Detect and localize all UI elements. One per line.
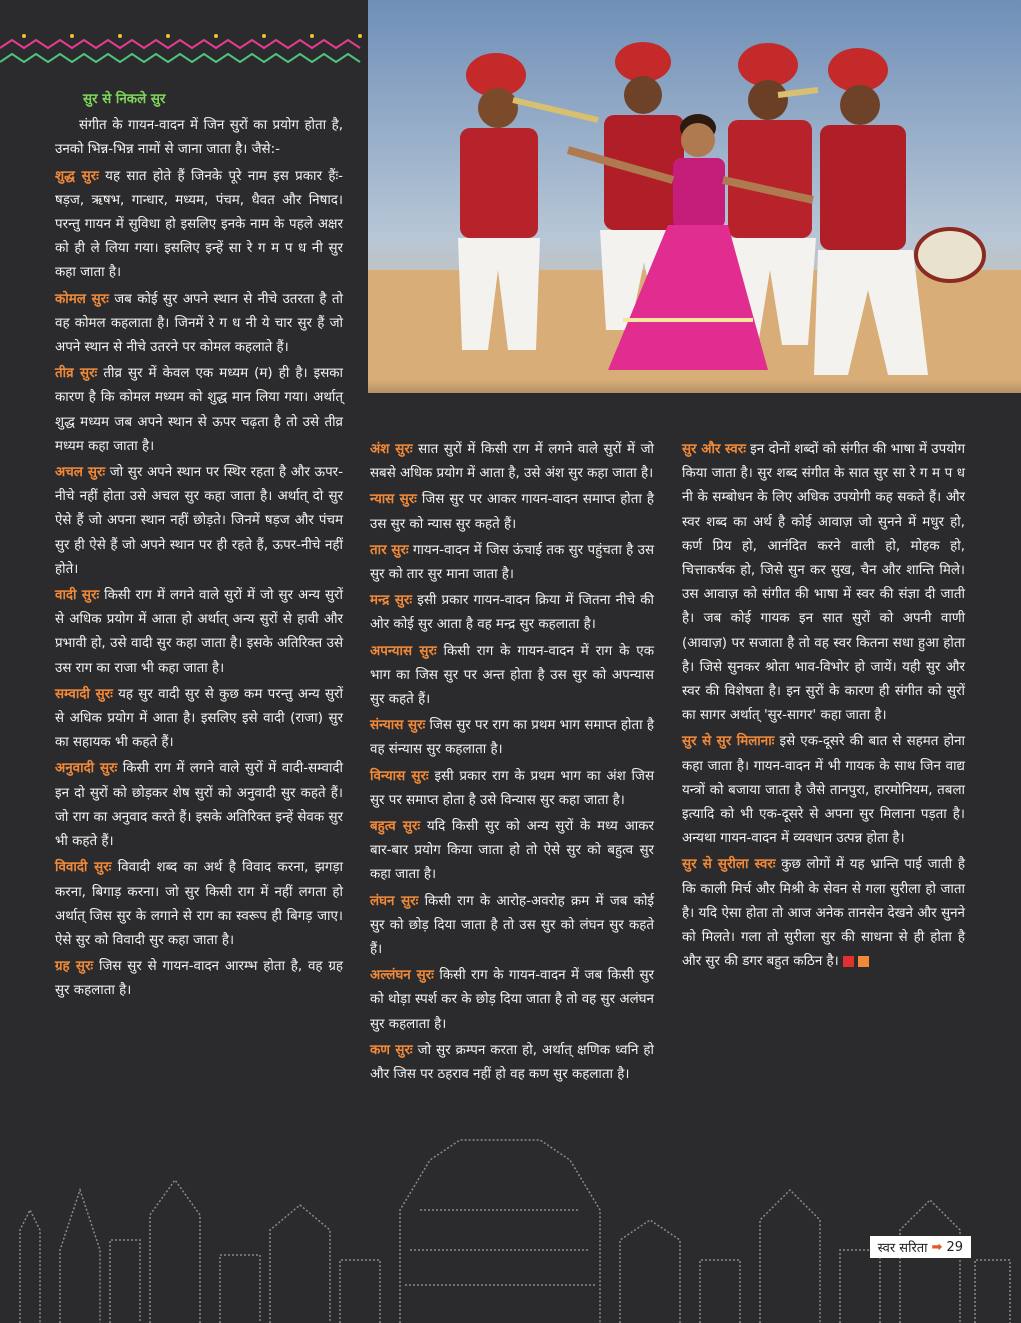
decorative-border bbox=[0, 0, 368, 80]
section-surila-swar bbox=[682, 853, 965, 974]
end-mark-icon bbox=[843, 956, 854, 967]
section-grah bbox=[55, 955, 343, 1003]
section-term: कोमल सुरः bbox=[55, 291, 109, 307]
page-number: 29 bbox=[946, 1239, 963, 1255]
section-text: किसी राग के आरोह-अवरोह क्रम में जब कोई सुर को छोड़ दिया जाता है तो उस सुर को लंघन सुर कहते हैं। bbox=[370, 893, 654, 958]
section-text: जब कोई सुर अपने स्थान से नीचे उतरता है तो वह कोमल कहलाता है। जिनमें रे ग ध नी ये चार सुर हैं जो अपने स्थान से नीचे उतरने पर कोमल कहलाते हैं। bbox=[55, 291, 343, 356]
section-term: वादी सुरः bbox=[55, 588, 100, 604]
section-term: न्यास सुरः bbox=[370, 492, 417, 508]
section-term: ग्रह सुरः bbox=[55, 959, 94, 975]
arrow-right-icon: ➡ bbox=[931, 1239, 943, 1255]
section-taar bbox=[370, 539, 654, 587]
section-komal bbox=[55, 288, 343, 361]
section-term: विन्यास सुरः bbox=[370, 768, 429, 784]
section-text: जिस सुर पर राग का प्रथम भाग समाप्त होता है वह संन्यास सुर कहलाता है। bbox=[370, 718, 655, 758]
article-title: सुर से निकले सुर bbox=[83, 92, 166, 107]
section-nyas bbox=[370, 488, 654, 536]
section-text: इसी प्रकार राग के प्रथम भाग का अंश जिस सुर पर समाप्त होता है उसे विन्यास सुर कहा जाता है। bbox=[370, 768, 654, 808]
section-text: जिस सुर से गायन-वादन आरम्भ होता है, वह ग्रह सुर कहलाता है। bbox=[55, 959, 343, 999]
text-column-2 bbox=[370, 438, 654, 1089]
section-text: यह सुर वादी सुर से कुछ कम परन्तु अन्य सुरों से अधिक प्रयोग में आता है। इसलिए इसे वादी (राजा) सुर का सहायक भी कहते हैं। bbox=[55, 686, 343, 751]
section-vadi bbox=[55, 584, 343, 681]
section-term: अनुवादी सुरः bbox=[55, 761, 118, 777]
section-text: इन दोनों शब्दों को संगीत की भाषा में उपयोग किया जाता है। सुर शब्द संगीत के सात सुर सा रे ग म प ध नी के सम्बोधन के लिए अधिक उपयोगी कह सकते हैं। और स्वर शब्द का अर्थ है कोई आवाज़ जो सुनने में मधुर हो, कर्ण प्रिय हो, आनंदित करने वाली हो, मोहक हो, चित्ताकर्षक हो, जिसे सुन कर सुख, चैन और शान्ति मिले। उस आवाज़ को संगीत की भाषा में स्वर की संज्ञा दी जाती है। जब कोई गायक इन सात सुरों को अपनी वाणी (आवाज़) पर सजाता है तो वह स्वर कितना सधा हुआ होता है। जिसे सुनकर श्रोता भाव-विभोर हो जायें। यही सुर और स्वर की विशेषता है। इन सुरों के कारण ही संगीत को सुरों का सागर अर्थात् 'सुर-सागर' कहा जाता है। bbox=[682, 442, 965, 724]
text-column-1 bbox=[55, 88, 343, 1006]
section-term: अपन्यास सुरः bbox=[370, 643, 437, 659]
section-achal bbox=[55, 461, 343, 582]
section-text: किसी राग में लगने वाले सुरों में वादी-सम्वादी इन दो सुरों को छोड़कर शेष सुरों को अनुवादी सुर कहते हैं। जो राग का अनुवाद करते हैं। इसके अतिरिक्त इन्हें सेवक सुर भी कहते हैं। bbox=[55, 761, 343, 850]
section-text: जिस सुर पर आकर गायन-वादन समाप्त होता है उस सुर को न्यास सुर कहते हैं। bbox=[370, 492, 654, 532]
section-vinyas bbox=[370, 765, 654, 813]
section-anuvadi bbox=[55, 757, 343, 854]
section-term: सुर और स्वरः bbox=[682, 442, 746, 457]
section-vivadi bbox=[55, 856, 343, 953]
section-text: जो सुर क्रम्पन करता हो, अर्थात् क्षणिक ध्वनि हो और जिस पर ठहराव नहीं हो वह कण सुर कहलाता है। bbox=[370, 1042, 654, 1083]
photo-fade bbox=[368, 380, 1021, 440]
section-text: किसी राग के गायन-वादन में राग के एक भाग का जिस सुर पर अन्त होता है उस सुर को अपन्यास सुर कहते हैं। bbox=[370, 643, 654, 708]
section-term: अंश सुरः bbox=[370, 442, 413, 457]
section-text: विवादी शब्द का अर्थ है विवाद करना, झगड़ा करना, बिगाड़ करना। जो सुर किसी राग में नहीं लगता हो अर्थात् जिस सुर के लगाने से राग का स्वरूप ही बिगड़ जाए। ऐसे सुर को विवादी सुर कहा जाता है। bbox=[55, 860, 343, 948]
section-text: किसी राग के गायन-वादन में जब किसी सुर को थोड़ा स्पर्श कर के छोड़ दिया जाता है तो वह सुर अलंघन सुर कहलाता है। bbox=[370, 968, 654, 1032]
section-text: सात सुरों में किसी राग में लगने वाले सुरों में जो सबसे अधिक प्रयोग में आता है, उसे अंश सुर कहा जाता है। bbox=[370, 442, 654, 482]
section-term: अल्लंघन सुरः bbox=[370, 968, 434, 984]
section-langhan bbox=[370, 890, 654, 963]
section-ansh bbox=[370, 438, 654, 486]
section-text: किसी राग में लगने वाले सुरों में जो सुर अन्य सुरों से अधिक प्रयोग में आता हो अर्थात् अन्य सुरों से हावी और प्रभावी हो, उसे वादी सुर कहा जाता है। इसके अतिरिक्त उसे उस राग का राजा भी कहा जाता है। bbox=[55, 588, 343, 676]
section-text: कुछ लोगों में यह भ्रान्ति पाई जाती है कि काली मिर्च और मिश्री के सेवन से गला सुरीला हो जाता है। यदि ऐसा होता तो आज अनेक तानसेन देखने और सुनने को मिलते। गला तो सुरीला सुर की साधना से ही होता है और सुर की डगर बहुत कठिन है। bbox=[682, 857, 965, 970]
section-text: यदि किसी सुर को अन्य सुरों के मध्य आकर बार-बार प्रयोग किया जाता हो तो ऐसे सुर को बहुत्व सुर कहा जाता है। bbox=[370, 819, 654, 883]
section-kan bbox=[370, 1039, 654, 1087]
section-text: इसी प्रकार गायन-वादन क्रिया में जितना नीचे की ओर कोई सुर आता है वह मन्द्र सुर कहलाता है। bbox=[370, 593, 654, 633]
section-term: संन्यास सुरः bbox=[370, 718, 426, 734]
page-footer bbox=[870, 1236, 971, 1258]
section-sur-aur-swar bbox=[682, 438, 965, 728]
section-sur-milana bbox=[682, 730, 965, 851]
section-term: तीव्र सुरः bbox=[55, 366, 98, 382]
intro-paragraph: संगीत के गायन-वादन में जिन सुरों का प्रयोग होता है, उनको भिन्न-भिन्न नामों से जाना जाता है। जैसे:- bbox=[55, 118, 343, 158]
section-term: लंघन सुरः bbox=[370, 893, 419, 909]
section-term: सुर से सुरीला स्वरः bbox=[682, 857, 776, 873]
text-column-3 bbox=[682, 438, 965, 976]
section-teevra bbox=[55, 362, 343, 459]
section-alanghan bbox=[370, 964, 654, 1037]
section-text: जो सुर अपने स्थान पर स्थिर रहता है और ऊपर-नीचे नहीं होता उसे अचल सुर कहा जाता है। अर्थात् दो सुर ऐसे हैं जो अपना स्थान नहीं छोड़ते। जिनमें षड़ज और पंचम सुर ही ऐसे हैं जो अपने स्थान पर ही रहते हैं, ऊपर-नीचे नहीं होते। bbox=[55, 465, 343, 577]
section-term: सुर से सुर मिलानाः bbox=[682, 734, 775, 750]
section-mandra bbox=[370, 589, 654, 637]
section-text: गायन-वादन में जिस ऊंचाई तक सुर पहुंचता है उस सुर को तार सुर माना जाता है। bbox=[370, 542, 654, 583]
section-term: मन्द्र सुरः bbox=[370, 593, 413, 609]
section-term: अचल सुरः bbox=[55, 465, 106, 481]
skyline-illustration bbox=[0, 1120, 1021, 1323]
section-term: सम्वादी सुरः bbox=[55, 686, 113, 702]
section-term: कण सुरः bbox=[370, 1042, 413, 1058]
section-apanyas bbox=[370, 640, 654, 713]
section-term: शुद्ध सुरः bbox=[55, 168, 99, 184]
section-sanyas bbox=[370, 714, 654, 762]
section-term: बहुत्व सुरः bbox=[370, 819, 421, 835]
section-shuddh bbox=[55, 165, 343, 286]
section-text: तीव्र सुर में केवल एक मध्यम (म) ही है। इसका कारण है कि कोमल मध्यम को शुद्ध मान लिया गया। अर्थात् शुद्ध मध्यम जब अपने स्थान से ऊपर चढ़ता है तो उसे तीव्र मध्यम कहा जाता है। bbox=[55, 366, 343, 454]
section-term: तार सुरः bbox=[370, 542, 409, 558]
magazine-name: स्वर सरिता bbox=[877, 1241, 928, 1256]
section-samvadi bbox=[55, 683, 343, 756]
photo-folk-musicians bbox=[368, 0, 1021, 393]
end-mark-icon bbox=[858, 956, 869, 967]
section-bahutva bbox=[370, 815, 654, 888]
section-text: यह सात होते हैं जिनके पूरे नाम इस प्रकार हैंः- षड़ज, ऋषभ, गान्धार, मध्यम, पंचम, धैवत और निषाद। परन्तु गायन में सुविधा हो इसलिए इनके नाम के पहले अक्षर को ही ले लिया गया। इसलिए इन्हें सा रे ग म प ध नी सुर कहा जाता है। bbox=[55, 168, 343, 281]
section-text: इसे एक-दूसरे की बात से सहमत होना कहा जाता है। गायन-वादन में भी गायक के साथ जिन वाद्य यन्त्रों को बजाया जाता है जैसे तानपुरा, हारमोनियम, तबला इत्यादि को भी एक-दूसरे से अपना सुर मिलाना पड़ता है। अन्यथा गायन-वादन में व्यवधान उत्पन्न होता है। bbox=[682, 734, 965, 847]
section-term: विवादी सुरः bbox=[55, 860, 112, 876]
